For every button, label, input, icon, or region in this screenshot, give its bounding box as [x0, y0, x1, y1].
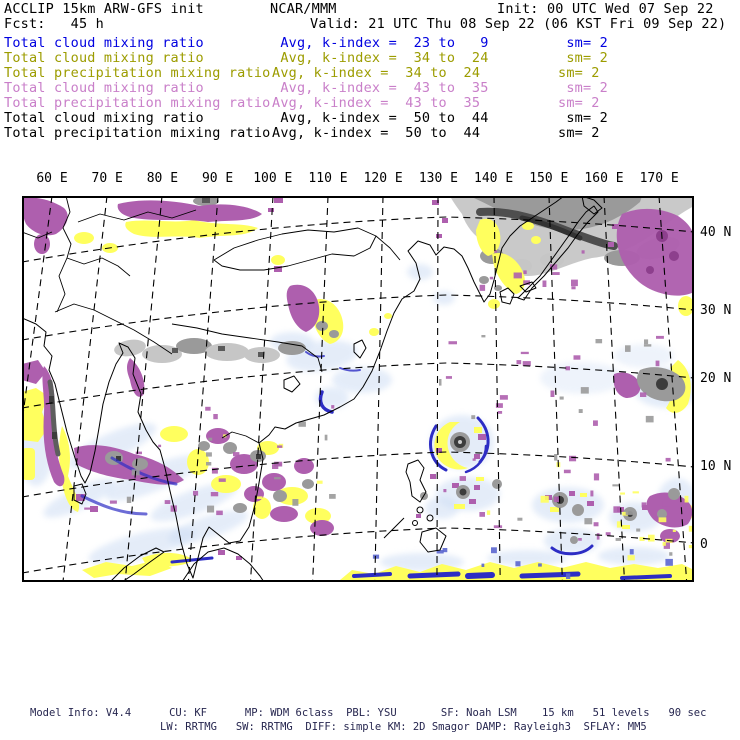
field-sm: sm= 2: [558, 80, 608, 96]
field-sm: sm= 2: [558, 95, 600, 111]
field-label: Total cloud mixing ratio: [4, 35, 204, 51]
fcst-hour: Fcst: 45 h: [4, 16, 104, 32]
lat-label: 10 N: [700, 459, 732, 474]
latitude-axis: [700, 0, 740, 740]
field-kindex: Avg, k-index = 50 to 44: [272, 125, 481, 141]
field-label: Total cloud mixing ratio: [4, 110, 204, 126]
longitude-axis: [0, 171, 740, 187]
lon-label: 130 E: [418, 171, 458, 186]
valid-time: Valid: 21 UTC Thu 08 Sep 22 (06 KST Fri 09 Sep 22): [310, 16, 727, 32]
field-kindex: Avg, k-index = 34 to 24: [272, 65, 481, 81]
lon-label: 90 E: [201, 171, 234, 186]
init-time: Init: 00 UTC Wed 07 Sep 22: [497, 1, 714, 17]
lon-label: 80 E: [146, 171, 179, 186]
lon-label: 140 E: [474, 171, 514, 186]
center-name: NCAR/MMM: [270, 1, 337, 17]
lat-label: 0: [700, 537, 708, 552]
lon-label: 60 E: [36, 171, 68, 186]
lat-label: 30 N: [700, 303, 732, 318]
lon-label: 150 E: [529, 171, 569, 186]
field-kindex: Avg, k-index = 43 to 35: [272, 95, 481, 111]
field-sm: sm= 2: [558, 125, 600, 141]
field-kindex: Avg, k-index = 50 to 44: [272, 110, 489, 126]
field-sm: sm= 2: [558, 65, 600, 81]
field-kindex: Avg, k-index = 23 to 9: [272, 35, 489, 51]
field-sm: sm= 2: [558, 50, 608, 66]
field-label: Total cloud mixing ratio: [4, 80, 204, 96]
field-label: Total precipitation mixing ratio: [4, 95, 271, 111]
lon-label: 170 E: [639, 171, 679, 186]
field-sm: sm= 2: [558, 110, 608, 126]
lon-label: 100 E: [253, 171, 293, 186]
map-canvas: [22, 196, 694, 582]
lon-label: 110 E: [308, 171, 348, 186]
model-title: ACCLIP 15km ARW-GFS init: [4, 1, 204, 17]
field-label: Total precipitation mixing ratio: [4, 125, 271, 141]
lat-label: 20 N: [700, 371, 732, 386]
field-kindex: Avg, k-index = 34 to 24: [272, 50, 489, 66]
model-config-line1: Model Info: V4.4 CU: KF MP: WDM 6class PBL: YSU SF: Noah LSM 15 km 51 levels 90 sec: [30, 707, 707, 719]
field-label: Total precipitation mixing ratio: [4, 65, 271, 81]
lon-label: 70 E: [91, 171, 123, 186]
lon-label: 160 E: [584, 171, 624, 186]
field-kindex: Avg, k-index = 43 to 35: [272, 80, 489, 96]
field-sm: sm= 2: [558, 35, 608, 51]
lon-label: 120 E: [363, 171, 403, 186]
field-label: Total cloud mixing ratio: [4, 50, 204, 66]
model-config-line2: LW: RRTMG SW: RRTMG DIFF: simple KM: 2D Smagor DAMP: Rayleigh3 SFLAY: MM5: [160, 721, 647, 733]
forecast-map: [22, 196, 694, 582]
lat-label: 40 N: [700, 225, 732, 240]
